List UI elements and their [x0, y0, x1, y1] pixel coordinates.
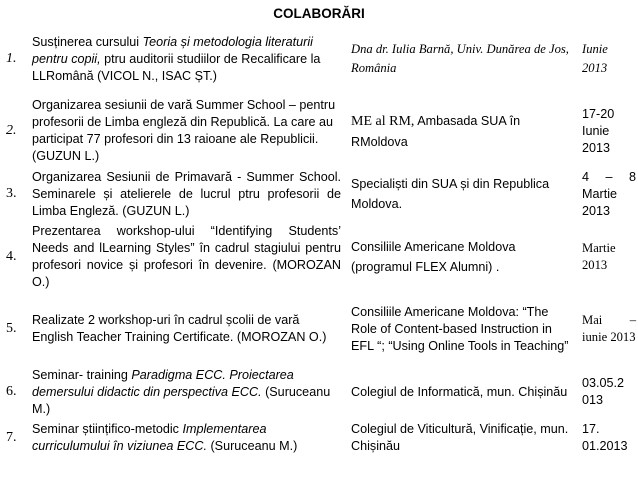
table-row	[0, 419, 638, 457]
partner-cell: Consiliile Americane Moldova: “The Role of Content-based Instruction in EFL “; “Using Online Tools in Teaching”	[351, 304, 569, 353]
row-number: 5.	[6, 321, 17, 336]
date-cell: 17-20 Iunie 2013	[582, 106, 615, 155]
page-title: COLABORĂRI	[273, 6, 365, 21]
activity-cell: Seminar- training Paradigma ECC. Proiectarea demersului didactic din perspectiva ECC. (Suruceanu M.)	[32, 367, 331, 416]
date-cell: Mai – iunie 2013	[582, 313, 636, 344]
activity-cell: Susținerea cursului Teoria și metodologia literaturii pentru copii, ptru auditorii studiilor de Recalificare la LLRomână (VICOL N., ISAC ȘT.)	[32, 34, 321, 83]
activity-cell: Realizate 2 workshop-uri în cadrul școlii de vară English Teacher Training Certificate. (MOROZAN O.)	[32, 313, 327, 344]
table-row	[0, 95, 638, 167]
row-number: 7.	[6, 430, 17, 445]
row-number: 2.	[6, 123, 17, 138]
table-row	[0, 221, 638, 293]
date-cell: 4 – 8 Martie 2013	[582, 169, 636, 218]
row-number: 3.	[6, 186, 17, 201]
table-row	[0, 167, 638, 221]
collaborations-table	[0, 23, 638, 457]
date-cell: Martie 2013	[582, 241, 616, 272]
activity-cell: Prezentarea workshop-ului “Identifying Students’ Needs and lLearning Styles” în cadrul stagiului pentru profesori novice și profesori în devenire. (MOROZAN O.)	[32, 224, 341, 289]
table-row	[0, 365, 638, 419]
partner-cell: Dna dr. Iulia Barnă, Univ. Dunărea de Jos, România	[351, 42, 569, 75]
partner-cell: Specialiști din SUA și din Republica Moldova.	[351, 177, 550, 211]
partner-cell: Consiliile Americane Moldova (programul FLEX Alumni) .	[351, 240, 516, 274]
table-row	[0, 23, 638, 95]
date-cell: 03.05.2 013	[582, 376, 625, 407]
activity-cell: Seminar științifico-metodic Implementarea curriculumului în viziunea ECC. (Suruceanu M.)	[32, 422, 298, 453]
partner-cell: Colegiul de Informatică, mun. Chișinău	[351, 384, 568, 399]
date-cell: Iunie 2013	[582, 42, 608, 75]
table-row	[0, 293, 638, 365]
activity-cell: Organizarea Sesiunii de Primavară - Summer School. Seminarele și atelierele de lucrul ptru profesorii de Limba Engleză. (GUZUN L.)	[32, 169, 341, 218]
row-number: 4.	[6, 249, 17, 264]
partner-cell: Colegiul de Viticultură, Vinificație, mun. Chișinău	[351, 422, 569, 453]
activity-cell: Organizarea sesiunii de vară Summer School – pentru profesorii de Limba engleză din Republică. La care au participat 77 profesori din 13 raioane ale Republicii. (GUZUN L.)	[32, 98, 336, 163]
row-number: 1.	[6, 51, 17, 66]
date-cell: 17. 01.2013	[582, 422, 628, 453]
row-number: 6.	[6, 384, 17, 399]
partner-cell: ME al RM, Ambasada SUA în RMoldova	[351, 113, 521, 149]
